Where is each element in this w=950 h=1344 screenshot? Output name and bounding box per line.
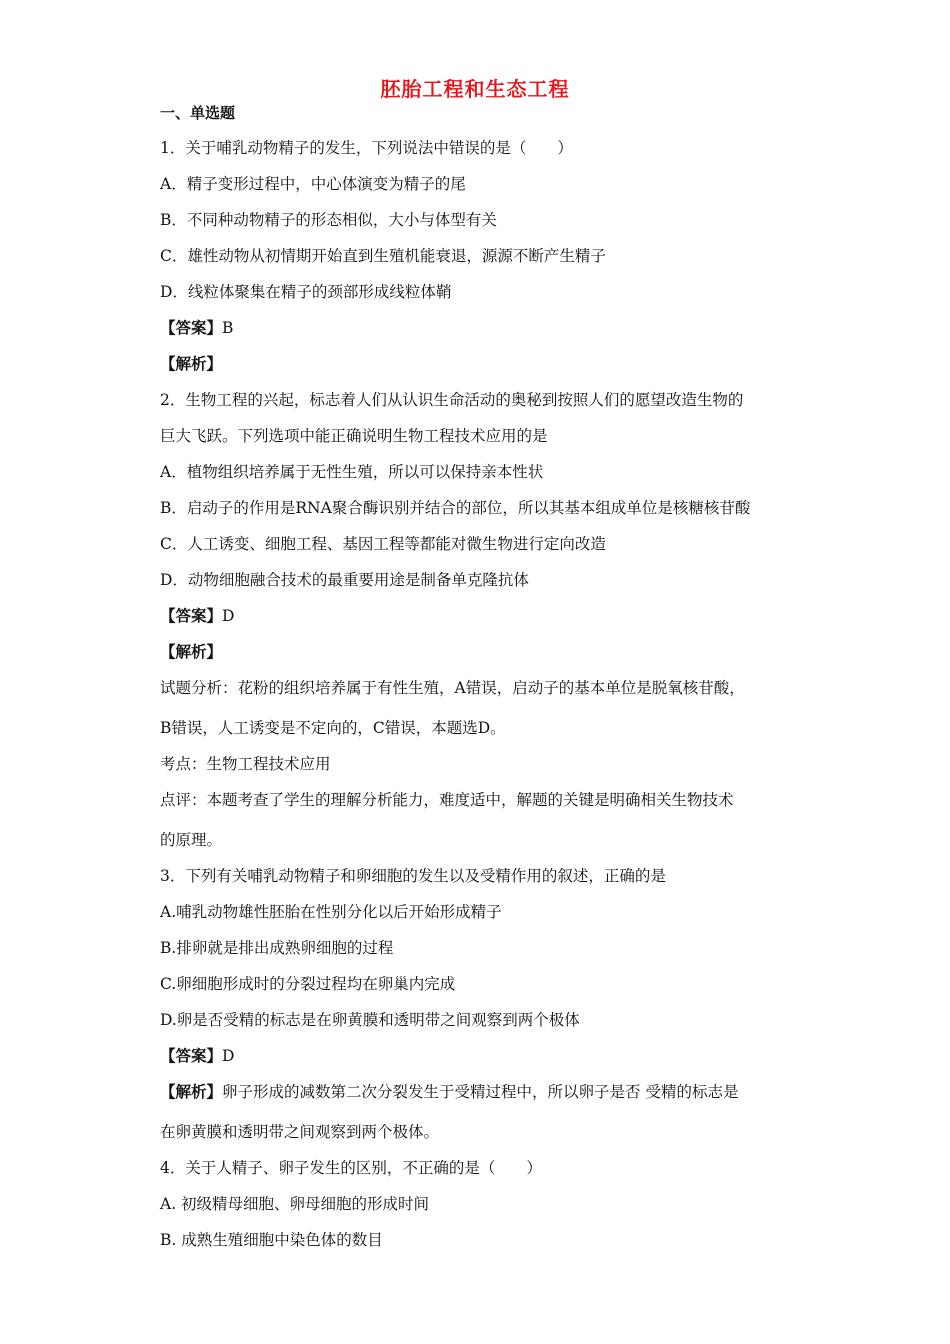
- question-2-option-c: C．人工诱变、细胞工程、基因工程等都能对微生物进行定向改造: [160, 535, 606, 553]
- question-1-option-a: A．精子变形过程中，中心体演变为精子的尾: [160, 175, 466, 193]
- question-4-stem: 4．关于人精子、卵子发生的区别，不正确的是（ ）: [160, 1159, 542, 1177]
- question-3-analysis-line-2: 在卵黄膜和透明带之间观察到两个极体。: [160, 1123, 440, 1141]
- question-2-analysis-line-2: B错误，人工诱变是不定向的，C错误，本题选D。: [160, 719, 506, 737]
- answer-label: 【答案】: [160, 1047, 223, 1065]
- question-2-analysis-line-1: 试题分析：花粉的组织培养属于有性生殖，A错误，启动子的基本单位是脱氧核苷酸，: [160, 679, 745, 697]
- question-2-option-b: B．启动子的作用是RNA聚合酶识别并结合的部位，所以其基本组成单位是核糖核苷酸: [160, 499, 751, 517]
- question-3-option-a: A.哺乳动物雄性胚胎在性别分化以后开始形成精子: [160, 903, 502, 921]
- question-2-analysis-line-3: 考点：生物工程技术应用: [160, 755, 331, 773]
- question-4-option-a: A. 初级精母细胞、卵母细胞的形成时间: [160, 1195, 430, 1213]
- question-3-option-b: B.排卵就是排出成熟卵细胞的过程: [160, 939, 394, 957]
- question-2-option-a: A．植物组织培养属于无性生殖，所以可以保持亲本性状: [160, 463, 544, 481]
- question-2-analysis-line-4: 点评：本题考查了学生的理解分析能力，难度适中，解题的关键是明确相关生物技术: [160, 791, 734, 809]
- answer-label: 【答案】: [160, 607, 223, 625]
- question-3-option-d: D.卵是否受精的标志是在卵黄膜和透明带之间观察到两个极体: [160, 1011, 580, 1029]
- question-1-option-d: D．线粒体聚集在精子的颈部形成线粒体鞘: [160, 283, 452, 301]
- question-2-stem-line-2: 巨大飞跃。下列选项中能正确说明生物工程技术应用的是: [160, 427, 548, 445]
- question-3-option-c: C.卵细胞形成时的分裂过程均在卵巢内完成: [160, 975, 456, 993]
- question-3-stem: 3．下列有关哺乳动物精子和卵细胞的发生以及受精作用的叙述，正确的是: [160, 867, 666, 885]
- question-4-option-b: B. 成熟生殖细胞中染色体的数目: [160, 1231, 383, 1249]
- question-3-analysis-line-1: [160, 1082, 738, 1102]
- question-1-option-b: B．不同种动物精子的形态相似，大小与体型有关: [160, 211, 497, 229]
- answer-label: 【答案】: [160, 319, 223, 337]
- answer-value: B: [222, 319, 234, 337]
- answer-value: D: [222, 607, 235, 625]
- question-2-option-d: D．动物细胞融合技术的最重要用途是制备单克隆抗体: [160, 571, 529, 589]
- page-title: 胚胎工程和生态工程: [380, 77, 570, 101]
- analysis-text: 卵子形成的减数第二次分裂发生于受精过程中，所以卵子是否 受精的标志是: [222, 1083, 739, 1101]
- question-1-analysis-label: 【解析】: [160, 355, 223, 373]
- analysis-label: 【解析】: [160, 1083, 223, 1101]
- question-1-stem: 1．关于哺乳动物精子的发生，下列说法中错误的是（ ）: [160, 139, 573, 157]
- question-3-answer: [160, 1046, 234, 1066]
- question-2-stem-line-1: 2．生物工程的兴起，标志着人们从认识生命活动的奥秘到按照人们的愿望改造生物的: [160, 391, 744, 409]
- question-2-answer: [160, 606, 234, 626]
- question-2-analysis-line-5: 的原理。: [160, 831, 223, 849]
- question-2-analysis-label: 【解析】: [160, 643, 223, 661]
- question-1-answer: [160, 318, 233, 338]
- section-heading: 一、单选题: [160, 104, 236, 122]
- answer-value: D: [222, 1047, 235, 1065]
- question-1-option-c: C．雄性动物从初情期开始直到生殖机能衰退，源源不断产生精子: [160, 247, 606, 265]
